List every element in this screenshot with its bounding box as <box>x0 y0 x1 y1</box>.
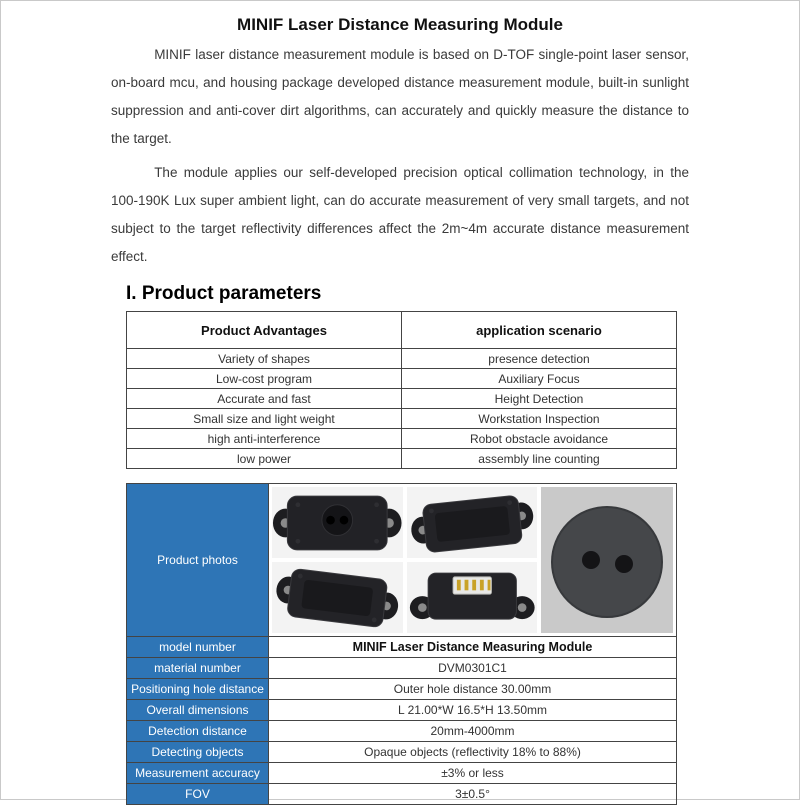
spec-label: Detection distance <box>127 721 269 742</box>
spec-row <box>127 679 677 700</box>
page-title: MINIF Laser Distance Measuring Module <box>237 15 563 34</box>
spec-value: 20mm-4000mm <box>269 721 677 742</box>
spec-value: Opaque objects (reflectivity 18% to 88%) <box>269 742 677 763</box>
module-photo-grid <box>272 487 537 633</box>
spec-row <box>127 784 677 805</box>
intro-paragraph-2: The module applies our self-developed precision optical collimation technology, in the 100-190K Lux super ambient light, can do accurate measurement of very small targets, and not subject to the target reflectivity differences affect the 2m~4m accurate distance measurement effect. <box>111 165 689 264</box>
scenario-cell: presence detection <box>402 349 677 369</box>
advantage-cell: Small size and light weight <box>127 409 402 429</box>
spec-row <box>127 763 677 784</box>
spec-row <box>127 658 677 679</box>
module-angled-view-photo <box>407 487 538 558</box>
table-row <box>127 369 677 389</box>
module-front-connector-view-photo <box>407 562 538 633</box>
spec-value: L 21.00*W 16.5*H 13.50mm <box>269 700 677 721</box>
scenario-cell: Height Detection <box>402 389 677 409</box>
intro-paragraph-1: MINIF laser distance measurement module is based on D-TOF single-point laser sensor, on-board mcu, and housing package developed distance measurement module, built-in sunlight suppression and anti-cover dirt algorithms, can accurately and quickly measure the distance to the target. <box>111 47 689 146</box>
spec-label: Positioning hole distance <box>127 679 269 700</box>
advantages-header-left: Product Advantages <box>127 312 402 349</box>
spec-row <box>127 637 677 658</box>
spec-row <box>127 700 677 721</box>
advantage-cell: Low-cost program <box>127 369 402 389</box>
spec-row <box>127 721 677 742</box>
advantage-cell: high anti-interference <box>127 429 402 449</box>
product-photos-row <box>127 484 677 637</box>
spec-value: DVM0301C1 <box>269 658 677 679</box>
spec-value: 3±0.5° <box>269 784 677 805</box>
spec-label: Overall dimensions <box>127 700 269 721</box>
scenario-cell: Robot obstacle avoidance <box>402 429 677 449</box>
spec-label: Measurement accuracy <box>127 763 269 784</box>
table-row <box>127 389 677 409</box>
advantage-cell: low power <box>127 449 402 469</box>
product-photos-label: Product photos <box>127 484 269 637</box>
product-photos-cell <box>269 484 677 637</box>
advantages-header-row <box>127 312 677 349</box>
section-heading-product-parameters: I. Product parameters <box>126 283 322 304</box>
spec-value: MINIF Laser Distance Measuring Module <box>269 637 677 658</box>
spec-value: Outer hole distance 30.00mm <box>269 679 677 700</box>
spec-label: model number <box>127 637 269 658</box>
scenario-cell: Auxiliary Focus <box>402 369 677 389</box>
spec-table <box>126 483 677 805</box>
table-row <box>127 449 677 469</box>
advantage-cell: Accurate and fast <box>127 389 402 409</box>
spec-label: Detecting objects <box>127 742 269 763</box>
spec-row <box>127 742 677 763</box>
module-tilted-view-photo <box>272 562 403 633</box>
spec-label: material number <box>127 658 269 679</box>
mounting-disc-photo <box>541 487 673 633</box>
advantage-cell: Variety of shapes <box>127 349 402 369</box>
advantages-table <box>126 311 677 469</box>
scenario-cell: Workstation Inspection <box>402 409 677 429</box>
spec-label: FOV <box>127 784 269 805</box>
product-photos <box>272 487 673 633</box>
table-row <box>127 429 677 449</box>
table-row <box>127 349 677 369</box>
spec-value: ±3% or less <box>269 763 677 784</box>
advantages-header-right: application scenario <box>402 312 677 349</box>
scenario-cell: assembly line counting <box>402 449 677 469</box>
module-top-view-photo <box>272 487 403 558</box>
table-row <box>127 409 677 429</box>
